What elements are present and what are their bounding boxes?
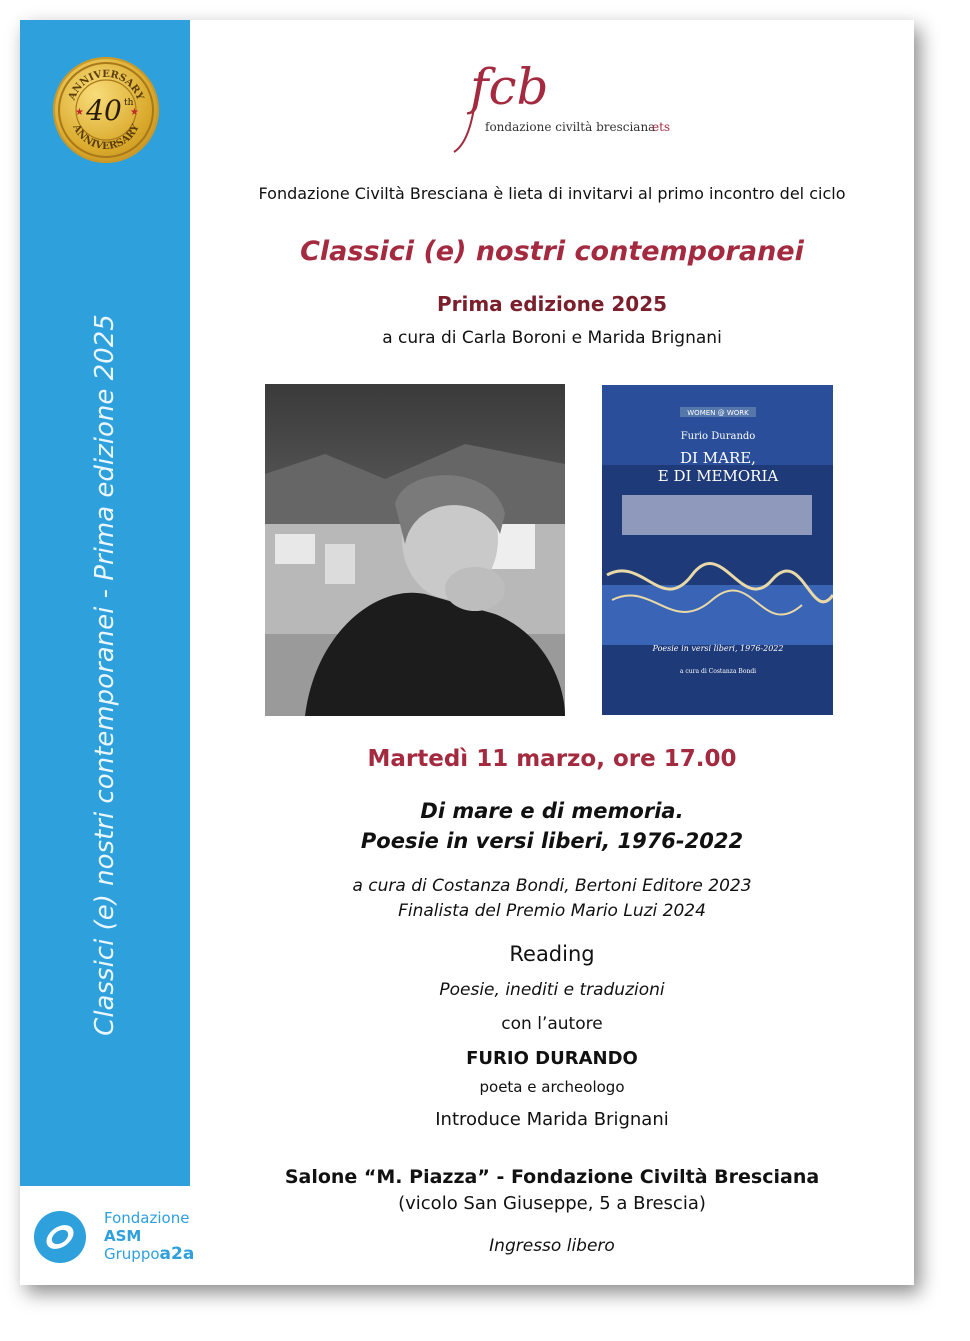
- reading-subtitle: Poesie, inediti e traduzioni: [439, 980, 665, 1000]
- svg-text:ANNIVERSARY: ANNIVERSARY: [66, 68, 146, 102]
- entry-note: Ingresso libero: [489, 1236, 615, 1256]
- asm-circle-logo-icon: [32, 1209, 88, 1265]
- svg-text:fondazione civiltà bresciana: fondazione civiltà bresciana: [485, 120, 656, 134]
- svg-text:E DI MEMORIA: E DI MEMORIA: [657, 467, 779, 485]
- book-details: [190, 874, 914, 924]
- svg-text:★: ★: [75, 107, 84, 118]
- svg-text:Furio Durando: Furio Durando: [680, 431, 756, 442]
- svg-text:th: th: [124, 98, 134, 108]
- book-title-line2: Poesie in versi liberi, 1976-2022: [360, 829, 744, 853]
- sponsor-line2: ASM: [104, 1227, 142, 1245]
- sponsor-group: Gruppo: [104, 1245, 160, 1263]
- anniversary-badge: [53, 57, 159, 163]
- event-date: Martedì 11 marzo, ore 17.00: [367, 746, 737, 772]
- cycle-title: Classici (e) nostri contemporanei: [300, 236, 804, 267]
- svg-text:a cura di Costanza Bondi: a cura di Costanza Bondi: [679, 668, 757, 675]
- edition-title: Prima edizione 2025: [436, 292, 668, 316]
- book-award: Finalista del Premio Mario Luzi 2024: [398, 901, 706, 921]
- sponsor-line3: [104, 1245, 194, 1263]
- book-title: [190, 796, 914, 856]
- svg-text:WOMEN @ WORK: WOMEN @ WORK: [687, 409, 749, 417]
- venue-name: Salone “M. Piazza” - Fondazione Civiltà Bresciana: [284, 1166, 820, 1188]
- svg-text:fcb: fcb: [470, 58, 549, 116]
- sponsor-text: [104, 1209, 194, 1263]
- svg-text:DI MARE,: DI MARE,: [680, 449, 756, 467]
- sponsor-line1: Fondazione: [104, 1209, 190, 1227]
- introduced-by: Introduce Marida Brignani: [435, 1109, 669, 1130]
- curators-text: a cura di Carla Boroni e Marida Brignani: [382, 328, 722, 348]
- author-role: poeta e archeologo: [479, 1078, 625, 1096]
- venue-address: (vicolo San Giuseppe, 5 a Brescia): [398, 1193, 706, 1214]
- sponsor-brand: a2a: [159, 1244, 195, 1264]
- book-title-line1: Di mare e di memoria.: [420, 799, 684, 823]
- sponsor-logo: [32, 1203, 195, 1273]
- author-photo: [265, 384, 565, 716]
- book-curator: a cura di Costanza Bondi, Bertoni Editore 2023: [352, 876, 752, 896]
- with-author-text: con l’autore: [501, 1014, 603, 1034]
- intro-text: Fondazione Civiltà Bresciana è lieta di invitarvi al primo incontro del ciclo: [258, 184, 846, 203]
- reading-heading: Reading: [509, 942, 595, 966]
- svg-text:ets: ets: [652, 120, 671, 134]
- svg-text:ANNIVERSARY: ANNIVERSARY: [70, 122, 142, 153]
- anniversary-seal-icon: [53, 57, 159, 163]
- sidebar: [20, 20, 190, 1186]
- svg-text:Poesie in versi liberi, 1976-2: Poesie in versi liberi, 1976-2022: [652, 644, 784, 653]
- svg-text:40: 40: [86, 94, 122, 127]
- fcb-logo: [440, 52, 740, 172]
- svg-text:★: ★: [130, 107, 139, 118]
- invitation-sheet: [20, 20, 914, 1285]
- sidebar-vertical-title: Classici (e) nostri contemporanei - Prima edizione 2025: [90, 314, 120, 1036]
- author-name: FURIO DURANDO: [466, 1048, 638, 1069]
- book-cover: [602, 385, 833, 715]
